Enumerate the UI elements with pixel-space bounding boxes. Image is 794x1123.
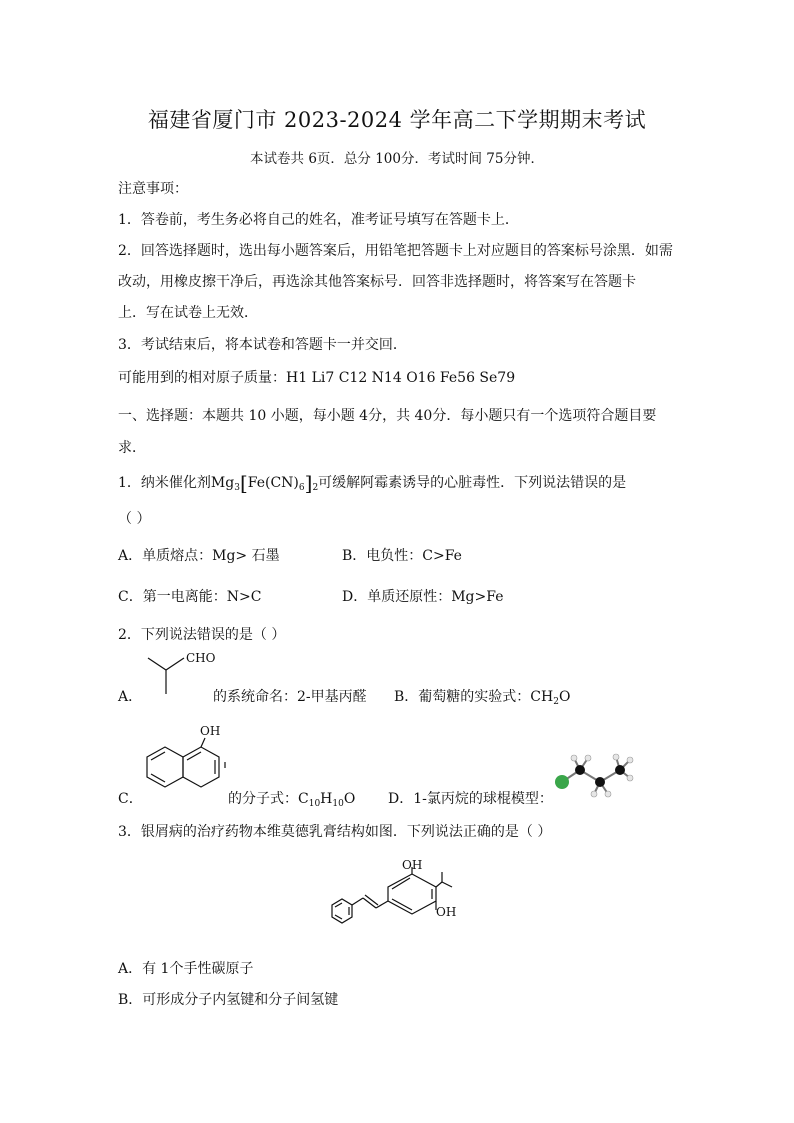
q1-option-c: C．第一电离能：N>C [118,589,262,605]
section-heading-cont: 求． [118,440,146,456]
q1-option-a: A．单质熔点：Mg> 石墨 [118,548,280,564]
q2-option-a-text: 的系统命名：2-甲基丙醛 [213,689,367,705]
exam-info: 本试卷共 6页．总分 100分．考试时间 75分钟． [250,151,544,167]
page-title: 福建省厦门市 2023-2024 学年高二下学期期末考试 [147,108,647,132]
notice-item: 2．回答选择题时，选出每小题答案后，用铅笔把答题卡上对应题目的答案标号涂黑．如需 [118,243,673,259]
benvitimod-structure [320,860,480,945]
q1-option-b: B．电负性：C>Fe [342,548,462,564]
q3-option-b: B．可形成分子内氢键和分子间氢键 [118,992,339,1008]
q1-option-d: D．单质还原性：Mg>Fe [342,589,504,605]
atomic-masses: 可能用到的相对原子质量：H1 Li7 C12 N14 O16 Fe56 Se79 [118,370,516,386]
q2-option-b: B．葡萄糖的实验式：$CH_2O$ [394,689,571,707]
oh-bottom-label: OH [436,905,457,919]
q2-option-c-text: 的分子式：$C_{10}H_{10}O$ [228,791,356,809]
notice-item: 上．写在试卷上无效． [118,305,258,321]
naphthol-structure [142,738,232,804]
section-heading: 一、选择题：本题共 10 小题，每小题 4分，共 40分．每小题只有一个选项符合题目要 [118,408,657,424]
oh-top-label: OH [402,858,423,872]
question-2-stem: 2．下列说法错误的是（ ） [118,627,286,643]
question-1-stem: 1．纳米催化剂$Mg_3[Fe(CN)_6]_2$可缓解阿霉素诱导的心脏毒性．下列说法错误的是 [118,471,627,495]
oh-label: OH [200,724,221,738]
question-1-answer-paren: （ ） [118,511,151,527]
notice-heading: 注意事项： [118,181,188,197]
q3-option-a: A．有 1个手性碳原子 [118,961,254,977]
notice-item: 改动，用橡皮擦干净后，再选涂其他答案标号．回答非选择题时，将答案写在答题卡 [118,274,636,290]
cho-label: CHO [186,651,216,665]
q2-option-d: D．1-氯丙烷的球棍模型： [388,791,553,807]
question-3-stem: 3．银屑病的治疗药物本维莫德乳膏结构如图．下列说法正确的是（ ） [118,824,552,840]
q2-option-a-label: A． [118,689,143,705]
q2-option-c-label: C． [118,791,143,807]
notice-item: 3．考试结束后，将本试卷和答题卡一并交回． [118,337,407,353]
chloropropane-ball-stick-model [548,750,638,802]
notice-item: 1．答卷前，考生务必将自己的姓名，准考证号填写在答题卡上． [118,212,519,228]
